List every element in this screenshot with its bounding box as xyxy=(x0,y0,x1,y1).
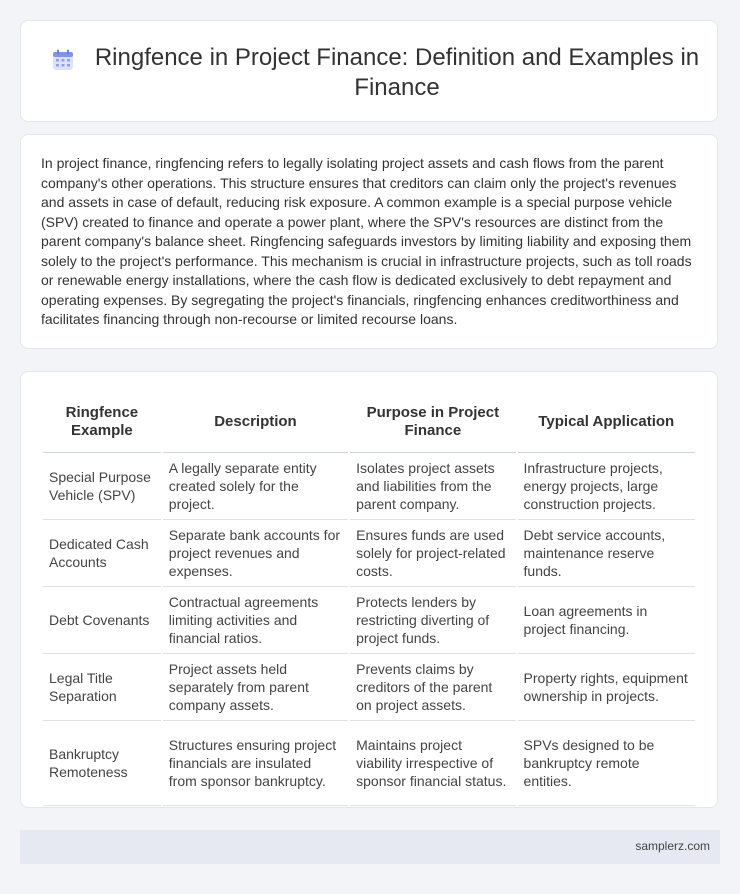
table-cell: Debt Covenants xyxy=(43,587,161,654)
table-header-row xyxy=(43,392,695,453)
table-card xyxy=(20,371,718,808)
table-cell: Loan agreements in project financing. xyxy=(518,587,695,654)
footer-site-link[interactable]: samplerz.com xyxy=(635,839,710,853)
table-cell: Contractual agreements limiting activities and financial ratios. xyxy=(163,587,348,654)
table-cell: Ensures funds are used solely for project-related costs. xyxy=(350,520,515,587)
table-cell: Property rights, equipment ownership in projects. xyxy=(518,654,695,721)
table-cell: Maintains project viability irrespective of sponsor financial status. xyxy=(350,721,515,806)
title-card xyxy=(20,20,718,122)
table-cell: Debt service accounts, maintenance reserve funds. xyxy=(518,520,695,587)
table-cell: Bankruptcy Remoteness xyxy=(43,721,161,806)
column-header: Purpose in Project Finance xyxy=(350,392,515,453)
table-cell: Protects lenders by restricting diverting of project funds. xyxy=(350,587,515,654)
table-cell: Project assets held separately from parent company assets. xyxy=(163,654,348,721)
page-title: Ringfence in Project Finance: Definition and Examples in Finance xyxy=(94,44,700,101)
table-cell: Structures ensuring project financials are insulated from sponsor bankruptcy. xyxy=(163,721,348,806)
table-cell: Special Purpose Vehicle (SPV) xyxy=(43,453,161,520)
calendar-icon xyxy=(51,48,75,72)
table-row xyxy=(43,520,695,587)
table-row xyxy=(43,721,695,806)
table-cell: SPVs designed to be bankruptcy remote entities. xyxy=(518,721,695,806)
table-cell: Isolates project assets and liabilities from the parent company. xyxy=(350,453,515,520)
table-cell: Separate bank accounts for project revenues and expenses. xyxy=(163,520,348,587)
table-cell: A legally separate entity created solely for the project. xyxy=(163,453,348,520)
table-cell: Infrastructure projects, energy projects, large construction projects. xyxy=(518,453,695,520)
intro-paragraph: In project finance, ringfencing refers to legally isolating project assets and cash flows from the parent company's other operations. This structure ensures that creditors can claim only the project's revenues and assets in case of default, reducing risk exposure. A common example is a special purpose vehicle (SPV) created to finance and operate a power plant, where the SPV's resources are distinct from the parent company's balance sheet. Ringfencing safeguards investors by limiting liability and exposing them solely to the project's performance. This mechanism is crucial in infrastructure projects, such as toll roads or renewable energy installations, where the cash flow is dedicated exclusively to debt repayment and operating expenses. By segregating the project's financials, ringfencing enhances creditworthiness and facilitates financing through non-recourse or limited recourse loans. xyxy=(41,155,692,327)
table-cell: Legal Title Separation xyxy=(43,654,161,721)
table-row xyxy=(43,654,695,721)
table-row xyxy=(43,587,695,654)
column-header: Typical Application xyxy=(518,392,695,453)
footer xyxy=(20,830,720,864)
column-header: Description xyxy=(163,392,348,453)
ringfence-table xyxy=(41,392,697,806)
table-cell: Prevents claims by creditors of the parent on project assets. xyxy=(350,654,515,721)
intro-card xyxy=(20,134,718,349)
table-row xyxy=(43,453,695,520)
column-header: Ringfence Example xyxy=(43,392,161,453)
table-cell: Dedicated Cash Accounts xyxy=(43,520,161,587)
